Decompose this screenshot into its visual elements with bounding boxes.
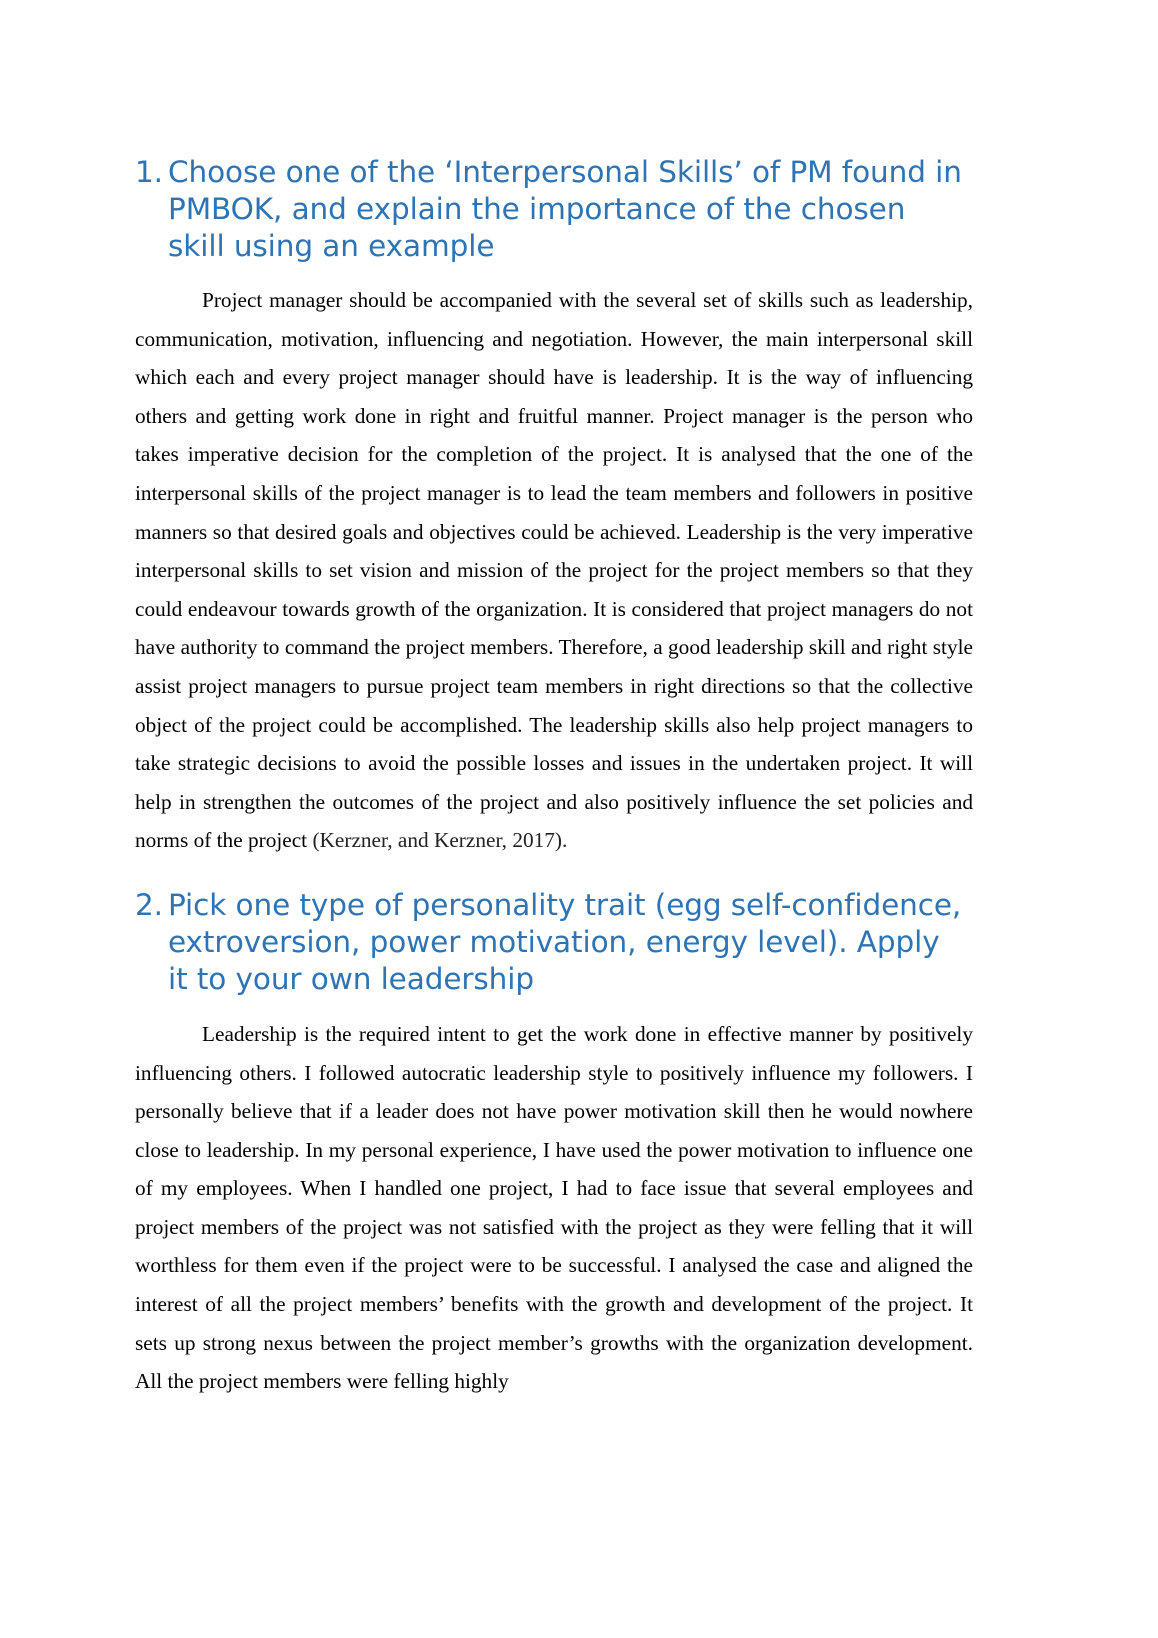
section-2-heading [135,887,973,998]
document-body [135,154,973,1401]
section-1-heading-text: Choose one of the ‘Interpersonal Skills’ of PM found in PMBOK, and explain the importance of the chosen skill using an example [168,155,962,263]
section-2-paragraph [135,1015,973,1401]
section-1-paragraph-text: Project manager should be accompanied with the several set of skills such as leadership, communication, motivation, influencing and negotiation. However, the main interpersonal skill which each and every project manager should have is leadership. It is the way of influencing others and getting work done in right and fruitful manner. Project manager is the person who takes imperative decision for the completion of the project. It is analysed that the one of the interpersonal skills of the project manager is to lead the team members and followers in positive manners so that desired goals and objectives could be achieved. Leadership is the very imperative interpersonal skills to set vision and mission of the project for the project members so that they could endeavour towards growth of the organization. It is considered that project managers do not have authority to command the project members. Therefore, a good leadership skill and right style assist project managers to pursue project team members in right directions so that the collective object of the project could be accomplished. The leadership skills also help project managers to take strategic decisions to avoid the possible losses and issues in the undertaken project. It will help in strengthen the outcomes of the project and also positively influence the set policies and norms of the project [135,288,973,853]
section-2-paragraph-text: Leadership is the required intent to get the work done in effective manner by positively influencing others. I followed autocratic leadership style to positively influence my followers. I personally believe that if a leader does not have power motivation skill then he would nowhere close to leadership. In my personal experience, I have used the power motivation to influence one of my employees. When I handled one project, I had to face issue that several employees and project members of the project was not satisfied with the project as they were felling that it will worthless for them even if the project were to be successful. I analysed the case and aligned the interest of all the project members’ benefits with the growth and development of the project. It sets up strong nexus between the project member’s growths with the organization development. All the project members were felling highly [135,1021,973,1394]
section-1-number: 1. [135,155,163,189]
section-2-number: 2. [135,887,163,922]
section-2-heading-text: Pick one type of personality trait (egg self-confidence, extroversion, power motivation, energy level). Apply it to your own leadership [168,887,962,996]
section-1-heading [135,154,973,265]
section-1-paragraph [135,281,973,860]
section-1-citation: (Kerzner, and Kerzner, 2017). [312,828,568,853]
